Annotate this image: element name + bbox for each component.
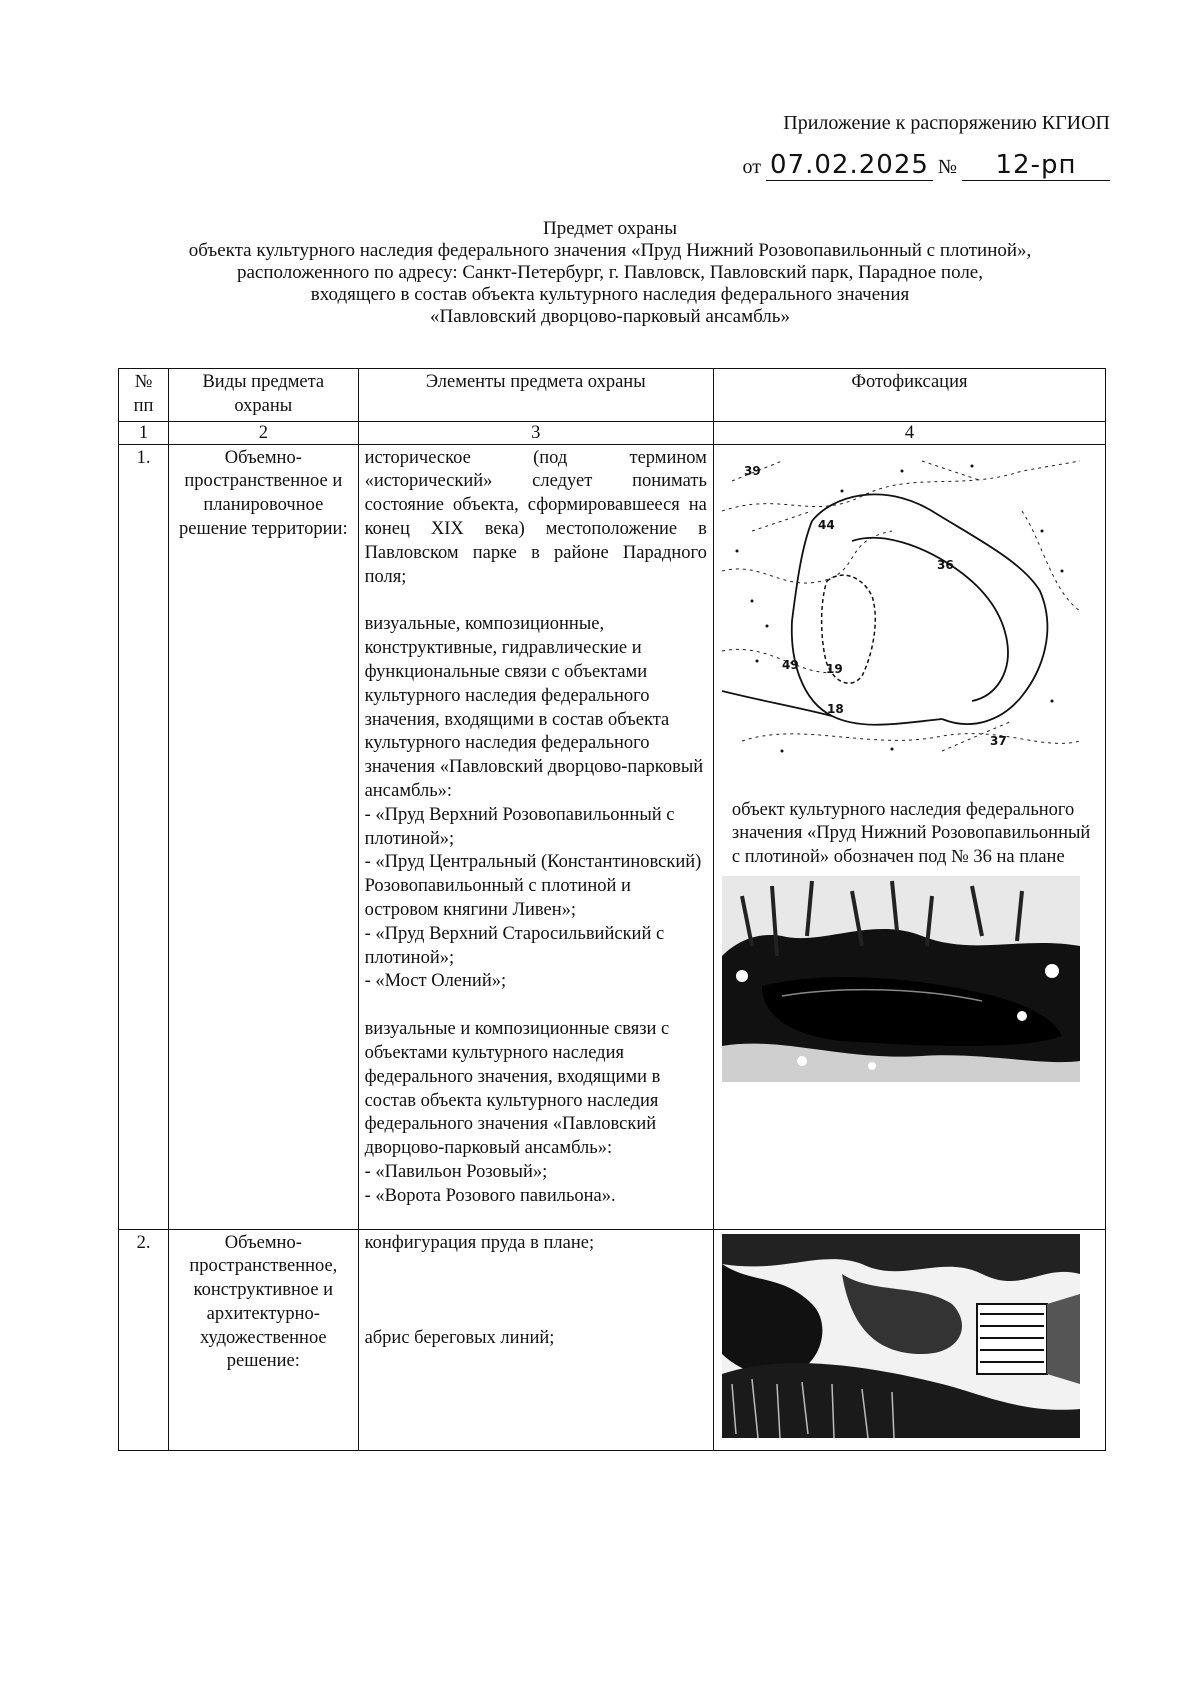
row-number: 2. bbox=[119, 1229, 169, 1450]
protection-table bbox=[118, 368, 1106, 1451]
title-line: объекта культурного наследия федерального значения «Пруд Нижний Розовопавильонный с плотиной», bbox=[188, 240, 1032, 261]
row-photos bbox=[713, 1229, 1105, 1450]
table-header-row bbox=[119, 369, 1106, 422]
title-line: Предмет охраны bbox=[543, 218, 677, 239]
element-list-item: - «Пруд Центральный (Константиновский) Розовопавильонный с плотиной и островом княгини Ливен»; bbox=[364, 852, 702, 920]
row-photos bbox=[713, 444, 1105, 1229]
header-cell: Элементы предмета охраны bbox=[358, 369, 713, 422]
title-line: входящего в состав объекта культурного наследия федерального значения bbox=[310, 284, 910, 305]
annex-no-label: № bbox=[937, 156, 957, 178]
element-list-item: - «Мост Олений»; bbox=[364, 971, 507, 992]
table-index-row bbox=[119, 421, 1106, 444]
map-label: 44 bbox=[817, 517, 835, 532]
photo-caption: объект культурного наследия федерального значения «Пруд Нижний Розовопавильонный с плотиной» обозначен под № 36 на плане bbox=[731, 799, 1091, 868]
site-plan-map bbox=[722, 451, 1080, 769]
row-number: 1. bbox=[119, 444, 169, 1229]
annex-date-line bbox=[600, 150, 1110, 181]
index-cell: 2 bbox=[169, 421, 358, 444]
pond-photo bbox=[722, 876, 1080, 1082]
annex-number: 12-рп bbox=[962, 150, 1110, 181]
element-list-item: - «Пруд Верхний Старосильвийский с плотиной»; bbox=[364, 923, 665, 968]
map-label: 36 bbox=[936, 557, 954, 572]
header-cell: № пп bbox=[119, 369, 169, 422]
element-list-item: - «Пруд Верхний Розовопавильонный с плотиной»; bbox=[364, 804, 675, 849]
element-text: визуальные, композиционные, конструктивные, гидравлические и функциональные связи с объектами культурного наследия федерального значения, входящими в состав объекта культурного наследия федерального значения «Павловский дворцово-парковый ансамбль»: bbox=[364, 614, 704, 801]
header-cell: Фотофиксация bbox=[713, 369, 1105, 422]
element-list-item: - «Ворота Розового павильона». bbox=[364, 1185, 616, 1206]
map-label: 49 bbox=[781, 657, 799, 672]
dam-photo bbox=[722, 1234, 1080, 1438]
annex-date: 07.02.2025 bbox=[766, 150, 933, 181]
annex-prefix: от bbox=[742, 156, 762, 178]
row-type: Объемно-пространственное, конструктивное и архитектурно-художественное решение: bbox=[169, 1229, 358, 1450]
element-text: историческое (под термином «исторический» следует понимать состояние объекта, сформировавшееся на конец XIX века) местоположение в Павловском парке в районе Парадного поля; bbox=[364, 447, 707, 587]
element-text: абрис береговых линий; bbox=[364, 1328, 555, 1349]
row-elements bbox=[358, 1229, 713, 1450]
document-title bbox=[100, 218, 1120, 328]
map-label: 19 bbox=[825, 661, 843, 676]
table-row bbox=[119, 444, 1106, 1229]
index-cell: 4 bbox=[713, 421, 1105, 444]
map-label: 37 bbox=[989, 733, 1007, 748]
map-label: 39 bbox=[743, 463, 761, 478]
row-type: Объемно-пространственное и планировочное решение территории: bbox=[169, 444, 358, 1229]
title-line: «Павловский дворцово-парковый ансамбль» bbox=[430, 306, 790, 327]
row-elements bbox=[358, 444, 713, 1229]
index-cell: 1 bbox=[119, 421, 169, 444]
element-list-item: - «Павильон Розовый»; bbox=[364, 1161, 548, 1182]
annex-title: Приложение к распоряжению КГИОП bbox=[783, 112, 1110, 134]
element-text: конфигурация пруда в плане; bbox=[364, 1232, 595, 1253]
map-label: 18 bbox=[826, 701, 844, 716]
index-cell: 3 bbox=[358, 421, 713, 444]
element-text: визуальные и композиционные связи с объектами культурного наследия федерального значения, входящими в состав объекта культурного наследия федерального значения «Павловский дворцово-парковый ансамбль»: bbox=[364, 1019, 670, 1159]
table-row bbox=[119, 1229, 1106, 1450]
header-cell: Виды предмета охраны bbox=[169, 369, 358, 422]
title-line: расположенного по адресу: Санкт-Петербург, г. Павловск, Павловский парк, Парадное поле, bbox=[236, 262, 983, 283]
